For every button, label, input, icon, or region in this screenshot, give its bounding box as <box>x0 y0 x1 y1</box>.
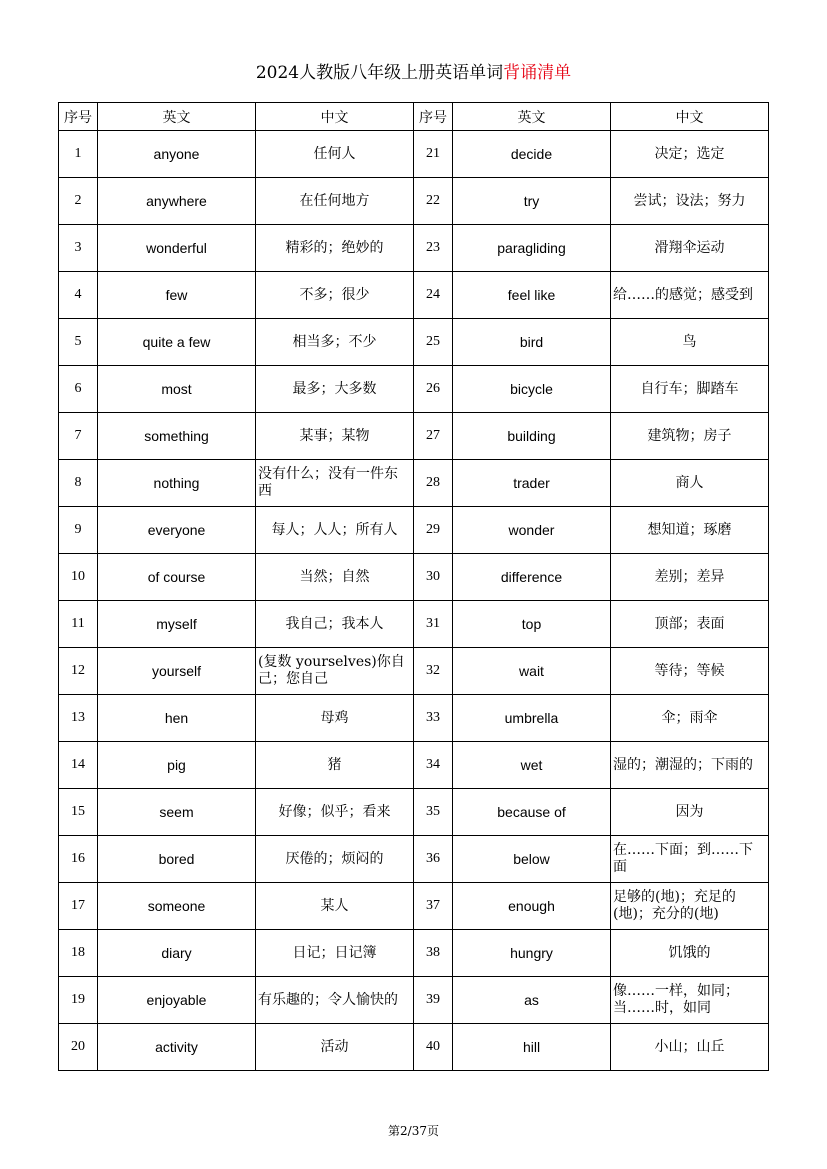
row-number: 28 <box>414 460 453 507</box>
title-main: 2024人教版八年级上册英语单词 <box>255 63 504 83</box>
row-number: 19 <box>59 977 98 1024</box>
english-word: bored <box>98 836 256 883</box>
table-row <box>59 460 769 507</box>
english-word: enjoyable <box>98 977 256 1024</box>
chinese-meaning: 鸟 <box>611 319 769 366</box>
english-word: everyone <box>98 507 256 554</box>
header-english-1: 英文 <box>98 103 256 131</box>
row-number: 36 <box>414 836 453 883</box>
row-number: 29 <box>414 507 453 554</box>
chinese-meaning: 母鸡 <box>256 695 414 742</box>
row-number: 10 <box>59 554 98 601</box>
table-row <box>59 742 769 789</box>
chinese-meaning: 在任何地方 <box>256 178 414 225</box>
english-word: hill <box>453 1024 611 1071</box>
header-chinese-1: 中文 <box>256 103 414 131</box>
chinese-meaning: 想知道；琢磨 <box>611 507 769 554</box>
title-highlight: 背诵清单 <box>503 63 572 83</box>
english-word: activity <box>98 1024 256 1071</box>
chinese-meaning: 精彩的；绝妙的 <box>256 225 414 272</box>
row-number: 9 <box>59 507 98 554</box>
table-row <box>59 178 769 225</box>
chinese-meaning: 好像；似乎；看来 <box>256 789 414 836</box>
row-number: 18 <box>59 930 98 977</box>
row-number: 7 <box>59 413 98 460</box>
row-number: 5 <box>59 319 98 366</box>
chinese-meaning: 建筑物；房子 <box>611 413 769 460</box>
english-word: below <box>453 836 611 883</box>
table-row <box>59 554 769 601</box>
row-number: 23 <box>414 225 453 272</box>
row-number: 20 <box>59 1024 98 1071</box>
chinese-meaning: 饥饿的 <box>611 930 769 977</box>
english-word: enough <box>453 883 611 930</box>
row-number: 40 <box>414 1024 453 1071</box>
chinese-meaning: 湿的；潮湿的；下雨的 <box>611 742 769 789</box>
row-number: 6 <box>59 366 98 413</box>
table-row <box>59 272 769 319</box>
chinese-meaning: 相当多；不少 <box>256 319 414 366</box>
english-word: bird <box>453 319 611 366</box>
row-number: 37 <box>414 883 453 930</box>
english-word: something <box>98 413 256 460</box>
chinese-meaning: 决定；选定 <box>611 131 769 178</box>
table-row <box>59 1024 769 1071</box>
english-word: pig <box>98 742 256 789</box>
table-row <box>59 883 769 930</box>
row-number: 14 <box>59 742 98 789</box>
table-header-row <box>59 103 769 131</box>
row-number: 39 <box>414 977 453 1024</box>
row-number: 11 <box>59 601 98 648</box>
chinese-meaning: 等待；等候 <box>611 648 769 695</box>
english-word: hungry <box>453 930 611 977</box>
english-word: hen <box>98 695 256 742</box>
english-word: nothing <box>98 460 256 507</box>
chinese-meaning: 因为 <box>611 789 769 836</box>
row-number: 12 <box>59 648 98 695</box>
table-row <box>59 413 769 460</box>
table-row <box>59 930 769 977</box>
row-number: 30 <box>414 554 453 601</box>
english-word: because of <box>453 789 611 836</box>
chinese-meaning: 活动 <box>256 1024 414 1071</box>
vocabulary-table <box>58 102 769 1071</box>
chinese-meaning: 足够的(地)；充足的(地)；充分的(地) <box>611 883 769 930</box>
row-number: 8 <box>59 460 98 507</box>
row-number: 33 <box>414 695 453 742</box>
table-row <box>59 366 769 413</box>
english-word: diary <box>98 930 256 977</box>
chinese-meaning: 差别；差异 <box>611 554 769 601</box>
table-row <box>59 789 769 836</box>
header-chinese-2: 中文 <box>611 103 769 131</box>
table-row <box>59 648 769 695</box>
row-number: 26 <box>414 366 453 413</box>
page-title <box>0 58 827 83</box>
page-number: 第2/37页 <box>388 1124 439 1138</box>
header-number-1: 序号 <box>59 103 98 131</box>
row-number: 16 <box>59 836 98 883</box>
row-number: 4 <box>59 272 98 319</box>
chinese-meaning: 日记；日记簿 <box>256 930 414 977</box>
english-word: top <box>453 601 611 648</box>
table-row <box>59 225 769 272</box>
row-number: 13 <box>59 695 98 742</box>
english-word: umbrella <box>453 695 611 742</box>
english-word: myself <box>98 601 256 648</box>
english-word: feel like <box>453 272 611 319</box>
table-row <box>59 977 769 1024</box>
english-word: try <box>453 178 611 225</box>
chinese-meaning: 滑翔伞运动 <box>611 225 769 272</box>
english-word: as <box>453 977 611 1024</box>
english-word: paragliding <box>453 225 611 272</box>
chinese-meaning: 顶部；表面 <box>611 601 769 648</box>
english-word: yourself <box>98 648 256 695</box>
chinese-meaning: 给……的感觉；感受到 <box>611 272 769 319</box>
english-word: trader <box>453 460 611 507</box>
table-row <box>59 601 769 648</box>
english-word: quite a few <box>98 319 256 366</box>
english-word: building <box>453 413 611 460</box>
english-word: most <box>98 366 256 413</box>
english-word: seem <box>98 789 256 836</box>
chinese-meaning: 自行车；脚踏车 <box>611 366 769 413</box>
chinese-meaning: 有乐趣的；令人愉快的 <box>256 977 414 1024</box>
english-word: difference <box>453 554 611 601</box>
chinese-meaning: 没有什么；没有一件东西 <box>256 460 414 507</box>
chinese-meaning: 在……下面；到……下面 <box>611 836 769 883</box>
row-number: 15 <box>59 789 98 836</box>
header-english-2: 英文 <box>453 103 611 131</box>
chinese-meaning: 猪 <box>256 742 414 789</box>
english-word: decide <box>453 131 611 178</box>
row-number: 2 <box>59 178 98 225</box>
row-number: 31 <box>414 601 453 648</box>
table-row <box>59 319 769 366</box>
english-word: wet <box>453 742 611 789</box>
english-word: wait <box>453 648 611 695</box>
row-number: 27 <box>414 413 453 460</box>
table-row <box>59 695 769 742</box>
chinese-meaning: 每人；人人；所有人 <box>256 507 414 554</box>
table-row <box>59 507 769 554</box>
english-word: bicycle <box>453 366 611 413</box>
row-number: 21 <box>414 131 453 178</box>
chinese-meaning: 厌倦的；烦闷的 <box>256 836 414 883</box>
chinese-meaning: 商人 <box>611 460 769 507</box>
chinese-meaning: 我自己；我本人 <box>256 601 414 648</box>
chinese-meaning: 最多；大多数 <box>256 366 414 413</box>
english-word: wonder <box>453 507 611 554</box>
chinese-meaning: 当然；自然 <box>256 554 414 601</box>
row-number: 1 <box>59 131 98 178</box>
chinese-meaning: 任何人 <box>256 131 414 178</box>
chinese-meaning: 小山；山丘 <box>611 1024 769 1071</box>
chinese-meaning: 尝试；设法；努力 <box>611 178 769 225</box>
english-word: someone <box>98 883 256 930</box>
chinese-meaning: 像……一样，如同；当……时，如同 <box>611 977 769 1024</box>
header-number-2: 序号 <box>414 103 453 131</box>
row-number: 3 <box>59 225 98 272</box>
english-word: few <box>98 272 256 319</box>
row-number: 25 <box>414 319 453 366</box>
chinese-meaning: 某事；某物 <box>256 413 414 460</box>
chinese-meaning: (复数 yourselves)你自己；您自己 <box>256 648 414 695</box>
row-number: 24 <box>414 272 453 319</box>
chinese-meaning: 不多；很少 <box>256 272 414 319</box>
english-word: anywhere <box>98 178 256 225</box>
english-word: wonderful <box>98 225 256 272</box>
table-row <box>59 131 769 178</box>
english-word: anyone <box>98 131 256 178</box>
row-number: 32 <box>414 648 453 695</box>
row-number: 38 <box>414 930 453 977</box>
row-number: 17 <box>59 883 98 930</box>
table-row <box>59 836 769 883</box>
row-number: 35 <box>414 789 453 836</box>
row-number: 22 <box>414 178 453 225</box>
english-word: of course <box>98 554 256 601</box>
chinese-meaning: 伞；雨伞 <box>611 695 769 742</box>
chinese-meaning: 某人 <box>256 883 414 930</box>
row-number: 34 <box>414 742 453 789</box>
